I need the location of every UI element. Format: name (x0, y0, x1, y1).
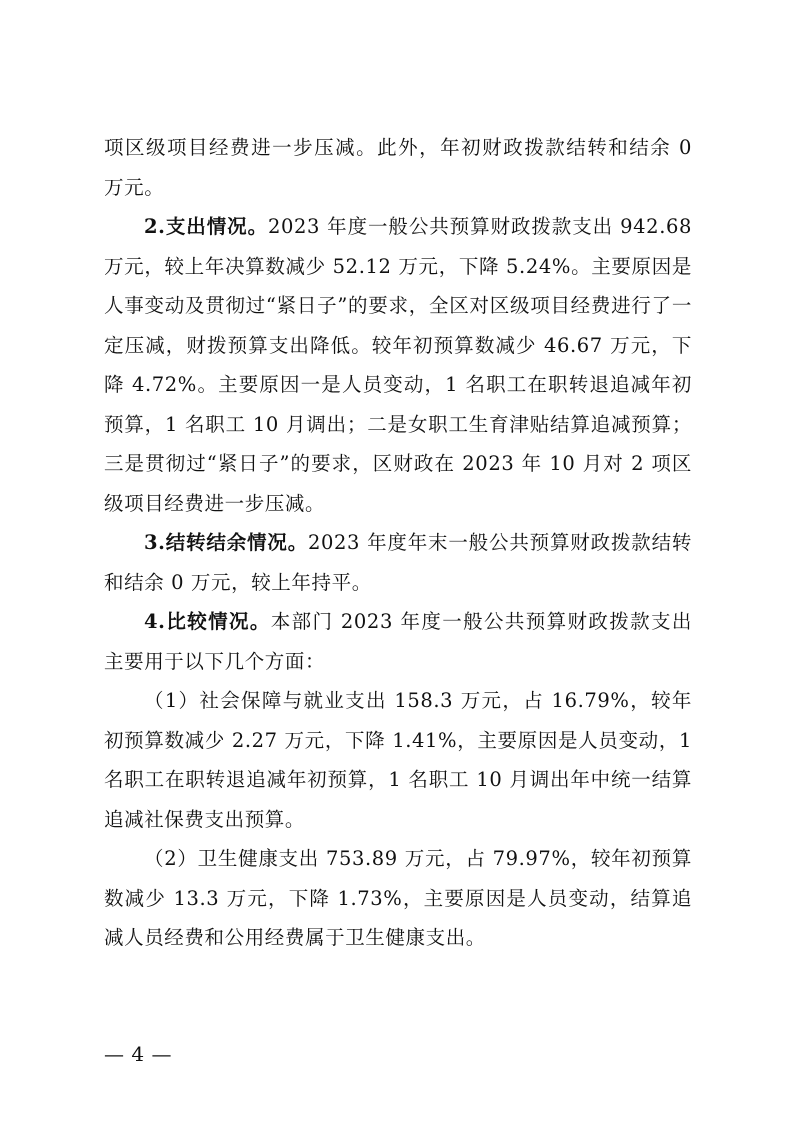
paragraph-text: 本部门 2023 年度一般公共预算财政拨款支出主要用于以下几个方面： (104, 610, 692, 673)
section-heading-comparison: 4.比较情况。 (144, 610, 271, 633)
paragraph-expenditure (104, 207, 692, 523)
section-heading-expenditure: 2.支出情况。 (144, 215, 268, 238)
paragraph-text: （1）社会保障与就业支出 158.3 万元，占 16.79%，较年初预算数减少 2.27 万元，下降 1.41%，主要原因是人员变动，1 名职工在职转退追减年初预算，1 名职工 10 月调出年中统一结算追减社保费支出预算。 (104, 689, 692, 831)
paragraph-comparison (104, 602, 692, 681)
paragraph-text: 2023 年度一般公共预算财政拨款支出 942.68 万元，较上年决算数减少 52.12 万元，下降 5.24%。主要原因是人事变动及贯彻过“紧日子”的要求，全区对区级项目经费进行了一定压减，财拨预算支出降低。较年初预算数减少 46.67 万元，下降 4.72%。主要原因一是人员变动，1 名职工在职转退追减年初预算，1 名职工 10 月调出；二是女职工生育津贴结算追减预算；三是贯彻过“紧日子”的要求，区财政在 2023 年 10 月对 2 项区级项目经费进一步压减。 (104, 215, 693, 515)
paragraph-continuation (104, 128, 692, 207)
document-body (104, 128, 692, 958)
paragraph-health (104, 839, 692, 958)
paragraph-text: 2023 年度年末一般公共预算财政拨款结转和结余 0 万元，较上年持平。 (104, 531, 692, 594)
paragraph-text: 项区级项目经费进一步压减。此外，年初财政拨款结转和结余 0 万元。 (104, 136, 692, 199)
paragraph-text: （2）卫生健康支出 753.89 万元，占 79.97%，较年初预算数减少 13.3 万元，下降 1.73%，主要原因是人员变动，结算追减人员经费和公用经费属于卫生健康支出。 (104, 847, 692, 949)
page-number: — 4 — (104, 1042, 172, 1066)
paragraph-carryover (104, 523, 692, 602)
paragraph-social-security (104, 681, 692, 839)
section-heading-carryover: 3.结转结余情况。 (144, 531, 309, 554)
